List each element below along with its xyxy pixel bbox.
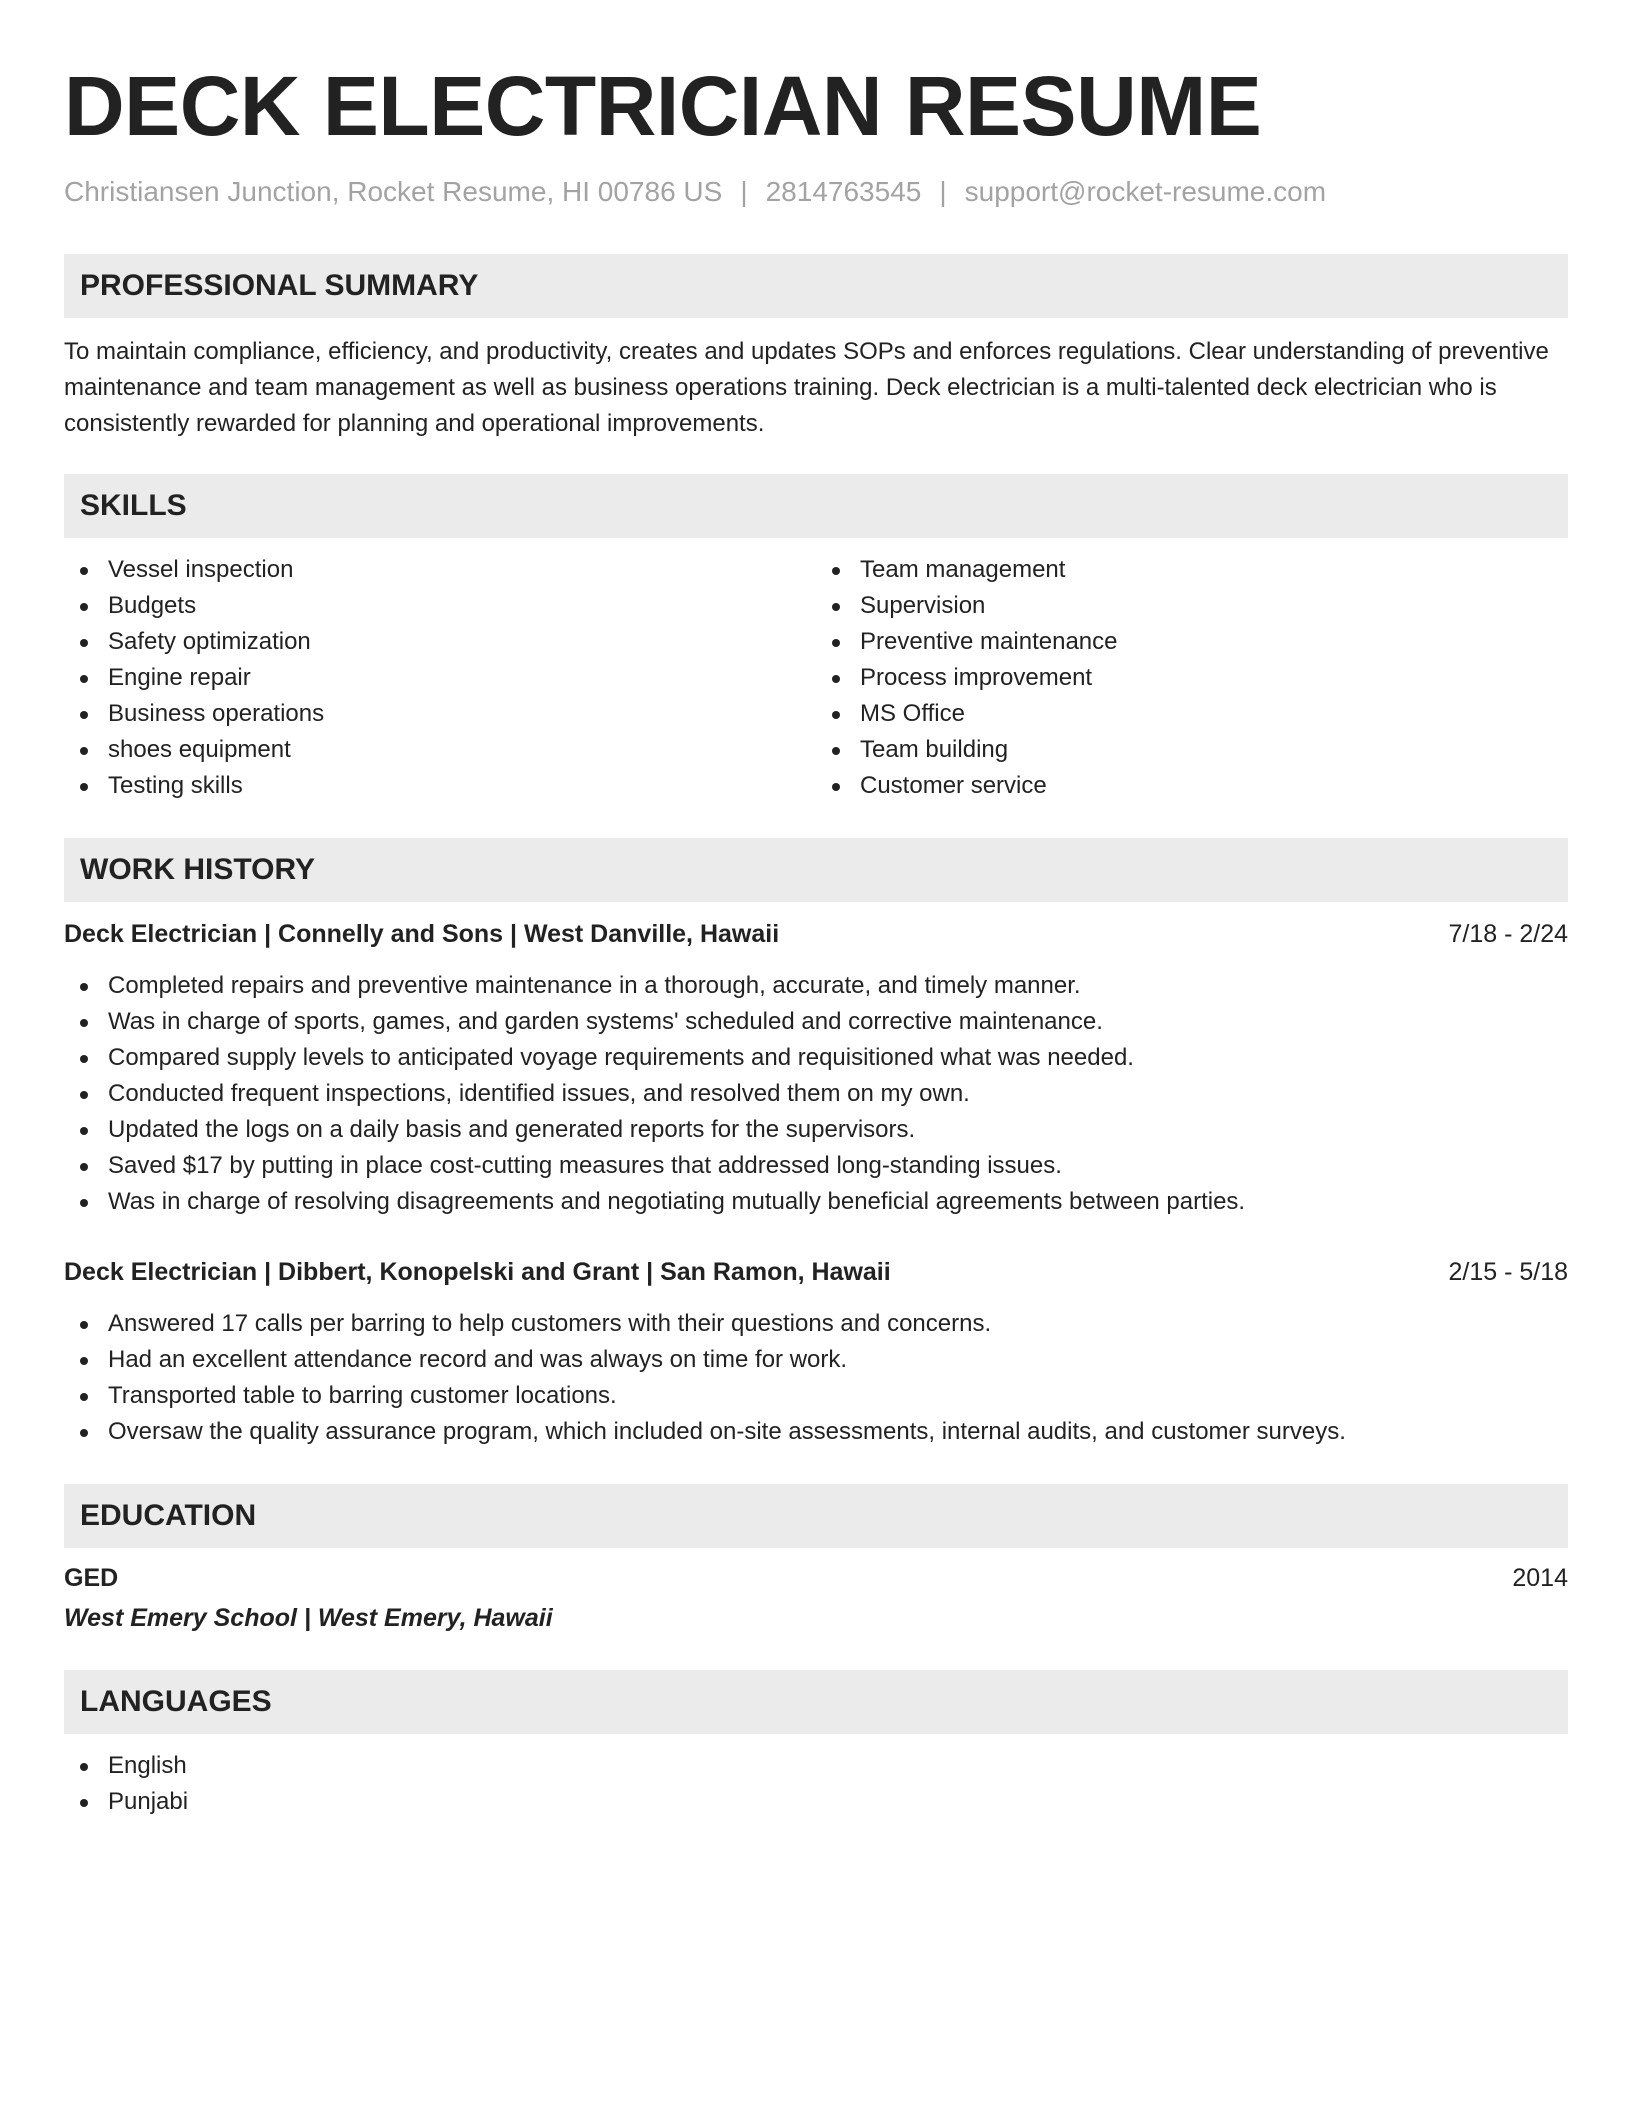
skill-item: Testing skills [64, 768, 816, 804]
skills-column-left [64, 552, 816, 804]
job-duty-item: Compared supply levels to anticipated voyage requirements and requisitioned what was needed. [64, 1040, 1568, 1076]
language-item: English [64, 1748, 1568, 1784]
skills-list [64, 552, 1568, 804]
job-duty-item: Had an excellent attendance record and was always on time for work. [64, 1342, 1568, 1378]
job-title: Deck Electrician | Dibbert, Konopelski and Grant | San Ramon, Hawaii [64, 1258, 891, 1286]
job-duties-list [64, 1306, 1568, 1450]
contact-email: support@rocket-resume.com [964, 176, 1327, 207]
skill-item: MS Office [816, 696, 1568, 732]
skill-item: shoes equipment [64, 732, 816, 768]
section-heading-languages: LANGUAGES [64, 1670, 1568, 1734]
job-duty-item: Oversaw the quality assurance program, which included on-site assessments, internal audits, and customer surveys. [64, 1414, 1568, 1450]
languages-list [64, 1748, 1568, 1820]
section-heading-work-history: WORK HISTORY [64, 838, 1568, 902]
job-duty-item: Was in charge of sports, games, and garden systems' scheduled and corrective maintenance. [64, 1004, 1568, 1040]
section-heading-skills: SKILLS [64, 474, 1568, 538]
job-duty-item: Answered 17 calls per barring to help customers with their questions and concerns. [64, 1306, 1568, 1342]
skill-item: Budgets [64, 588, 816, 624]
education-header [64, 1560, 1568, 1596]
education-degree: GED [64, 1564, 119, 1592]
job-title: Deck Electrician | Connelly and Sons | West Danville, Hawaii [64, 920, 780, 948]
job-duty-item: Was in charge of resolving disagreements and negotiating mutually beneficial agreements between parties. [64, 1184, 1568, 1220]
contact-phone: 2814763545 [765, 176, 922, 207]
job-duty-item: Conducted frequent inspections, identified issues, and resolved them on my own. [64, 1076, 1568, 1112]
education-school: West Emery School | West Emery, Hawaii [64, 1604, 553, 1632]
skill-item: Supervision [816, 588, 1568, 624]
contact-address: Christiansen Junction, Rocket Resume, HI 00786 US [64, 176, 723, 207]
job-duty-item: Transported table to barring customer locations. [64, 1378, 1568, 1414]
section-heading-education: EDUCATION [64, 1484, 1568, 1548]
summary-text: To maintain compliance, efficiency, and productivity, creates and updates SOPs and enforces regulations. Clear understanding of preventive maintenance and team management as well as business operations training. Deck electrician is a multi-talented deck electrician who is consistently rewarded for planning and operational improvements. [64, 338, 1549, 437]
job-date: 7/18 - 2/24 [1448, 920, 1568, 948]
contact-separator: | [740, 176, 748, 207]
skill-item: Engine repair [64, 660, 816, 696]
section-heading-summary: PROFESSIONAL SUMMARY [64, 254, 1568, 318]
skill-item: Customer service [816, 768, 1568, 804]
language-item: Punjabi [64, 1784, 1568, 1820]
job-duties-list [64, 968, 1568, 1220]
contact-separator: | [939, 176, 947, 207]
skill-item: Business operations [64, 696, 816, 732]
skill-item: Team building [816, 732, 1568, 768]
resume-title: DECK ELECTRICIAN RESUME [64, 59, 1262, 153]
skill-item: Preventive maintenance [816, 624, 1568, 660]
skill-item: Process improvement [816, 660, 1568, 696]
skill-item: Vessel inspection [64, 552, 816, 588]
job-header [64, 916, 1568, 952]
job-duty-item: Saved $17 by putting in place cost-cutting measures that addressed long-standing issues. [64, 1148, 1568, 1184]
skills-column-right [816, 552, 1568, 804]
job-date: 2/15 - 5/18 [1448, 1258, 1568, 1286]
contact-line [64, 174, 1568, 210]
job-duty-item: Updated the logs on a daily basis and generated reports for the supervisors. [64, 1112, 1568, 1148]
skill-item: Team management [816, 552, 1568, 588]
job-duty-item: Completed repairs and preventive maintenance in a thorough, accurate, and timely manner. [64, 968, 1568, 1004]
education-year: 2014 [1512, 1564, 1568, 1592]
job-header [64, 1254, 1568, 1290]
skill-item: Safety optimization [64, 624, 816, 660]
